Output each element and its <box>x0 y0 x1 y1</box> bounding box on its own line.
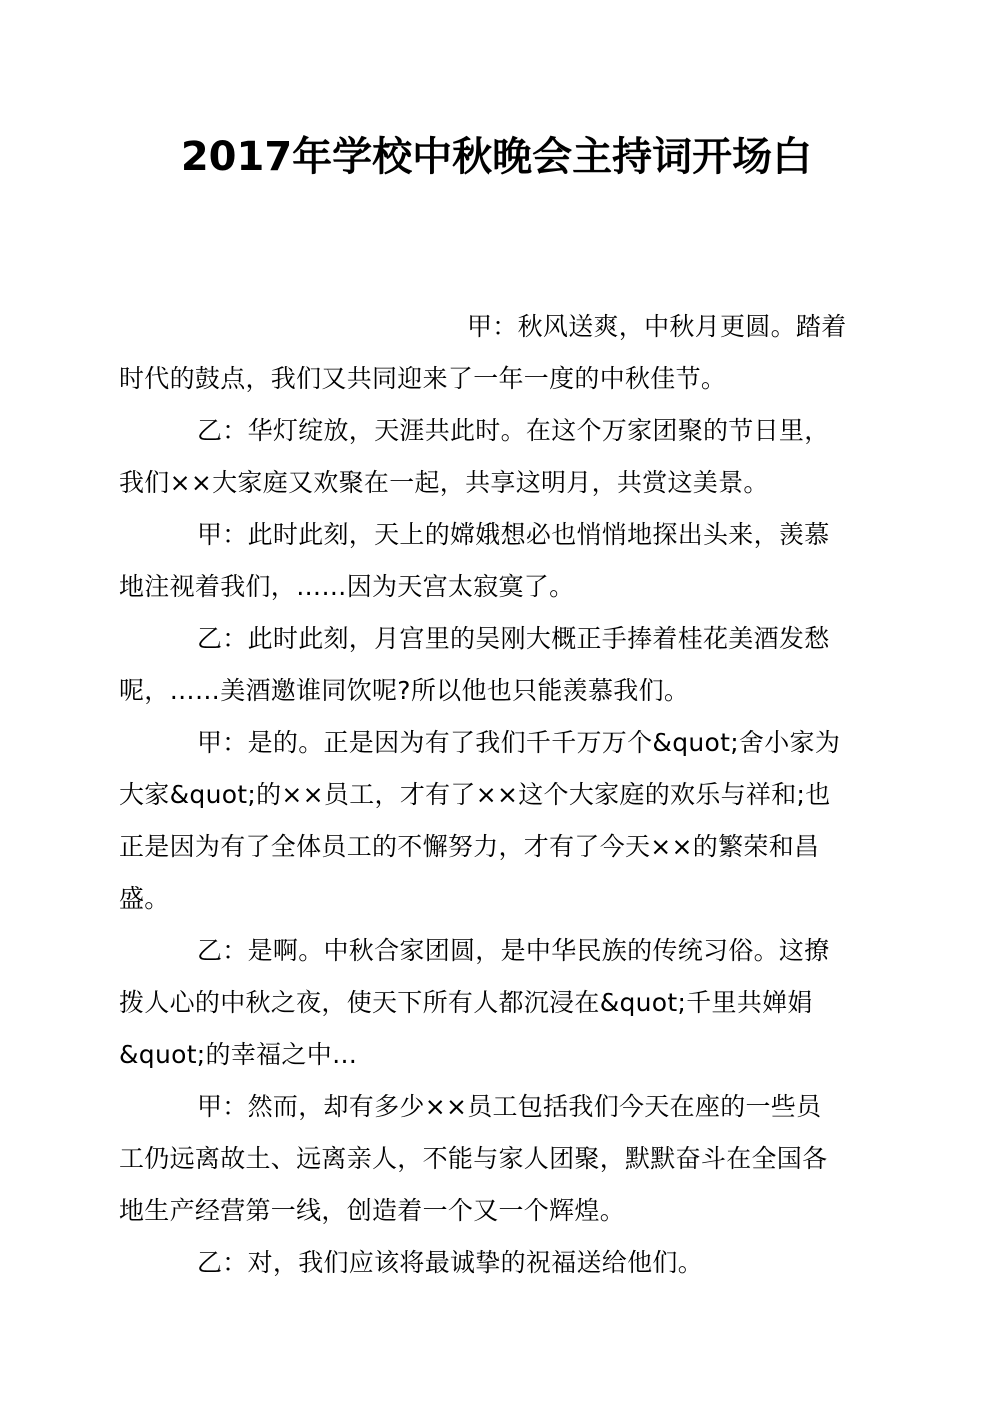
paragraph-line: 工仍远离故土、远离亲人，不能与家人团聚，默默奋斗在全国各 <box>119 1144 828 1173</box>
paragraph-line: 呢，……美酒邀谁同饮呢?所以他也只能羡慕我们。 <box>119 676 690 705</box>
paragraph-line: 乙：华灯绽放，天涯共此时。在这个万家团聚的节日里， <box>197 416 830 445</box>
paragraph-line: 甲：秋风送爽，中秋月更圆。踏着 <box>467 312 847 341</box>
paragraph-line: 乙：是啊。中秋合家团圆，是中华民族的传统习俗。这撩 <box>197 936 830 965</box>
paragraph-line: 甲：是的。正是因为有了我们千千万万个&quot;舍小家为 <box>197 728 841 757</box>
paragraph-line: 乙：对，我们应该将最诚挚的祝福送给他们。 <box>197 1248 704 1277</box>
paragraph-line: &quot;的幸福之中… <box>119 1040 358 1069</box>
paragraph-line: 时代的鼓点，我们又共同迎来了一年一度的中秋佳节。 <box>119 364 727 393</box>
paragraph-line: 我们××大家庭又欢聚在一起，共享这明月，共赏这美景。 <box>119 468 769 497</box>
paragraph-line: 盛。 <box>119 884 170 913</box>
document-body <box>119 301 879 1289</box>
paragraph-line: 甲：然而，却有多少××员工包括我们今天在座的一些员 <box>197 1092 822 1121</box>
document-title: 2017年学校中秋晚会主持词开场白 <box>180 134 813 180</box>
paragraph-line: 正是因为有了全体员工的不懈努力，才有了今天××的繁荣和昌 <box>119 832 820 861</box>
paragraph-line: 甲：此时此刻，天上的嫦娥想必也悄悄地探出头来，羡慕 <box>197 520 830 549</box>
paragraph-line: 地生产经营第一线，创造着一个又一个辉煌。 <box>119 1196 626 1225</box>
paragraph-line: 乙：此时此刻，月宫里的吴刚大概正手捧着桂花美酒发愁 <box>197 624 830 653</box>
paragraph-line: 拨人心的中秋之夜，使天下所有人都沉浸在&quot;千里共婵娟 <box>119 988 813 1017</box>
paragraph-line: 地注视着我们，……因为天宫太寂寞了。 <box>119 572 575 601</box>
paragraph-line: 大家&quot;的××员工，才有了××这个大家庭的欢乐与祥和;也 <box>119 780 831 809</box>
